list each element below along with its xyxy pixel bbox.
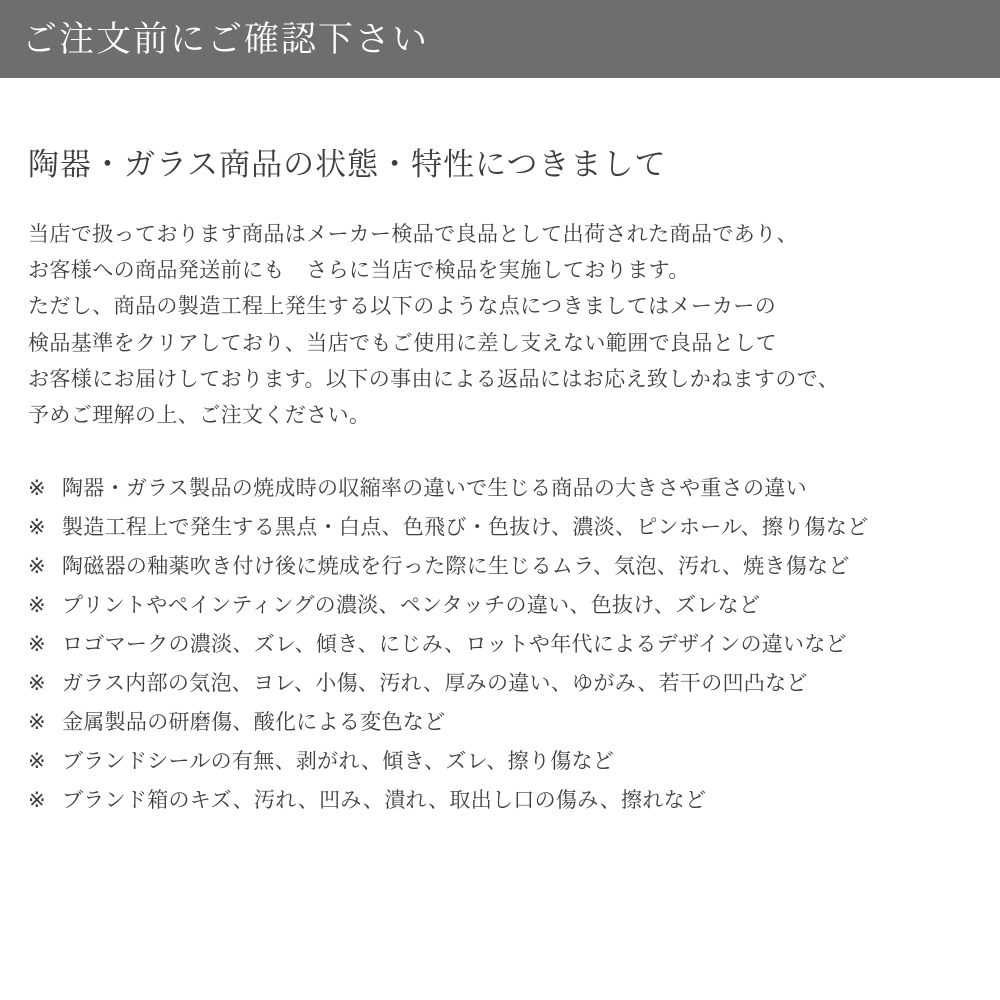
paragraph-line: ただし、商品の製造工程上発生する以下のような点につきましてはメーカーの — [28, 295, 777, 319]
section-heading: 陶器・ガラス商品の状態・特性につきまして — [28, 147, 667, 182]
list-item — [28, 790, 972, 811]
list-item — [28, 478, 972, 499]
note-mark-icon: ※ — [28, 749, 46, 773]
list-item-label: ガラス内部の気泡、ヨレ、小傷、汚れ、厚みの違い、ゆがみ、若干の凹凸など — [62, 671, 808, 695]
list-item-label: 製造工程上で発生する黒点・白点、色飛び・色抜け、濃淡、ピンホール、擦り傷など — [62, 515, 869, 539]
paragraph-line: 予めご理解の上、ご注文ください。 — [28, 403, 371, 427]
list-item — [28, 517, 972, 538]
paragraph-line: お客様にお届けしております。以下の事由による返品にはお応え致しかねますので、 — [28, 367, 840, 391]
note-mark-icon: ※ — [28, 788, 46, 812]
page-header-band — [0, 0, 1000, 78]
note-mark-icon: ※ — [28, 710, 46, 734]
list-item — [28, 751, 972, 772]
note-mark-icon: ※ — [28, 515, 46, 539]
list-item — [28, 712, 972, 733]
list-item-label: 陶器・ガラス製品の焼成時の収縮率の違いで生じる商品の大きさや重さの違い — [62, 476, 807, 500]
paragraph-line: 検品基準をクリアしており、当店でもご使用に差し支えない範囲で良品として — [28, 331, 777, 355]
notes-list — [28, 478, 972, 811]
list-item — [28, 556, 972, 577]
notice-content — [0, 78, 1000, 829]
list-item-label: ロゴマークの濃淡、ズレ、傾き、にじみ、ロットや年代によるデザインの違いなど — [62, 632, 847, 656]
intro-paragraph — [28, 217, 972, 434]
note-mark-icon: ※ — [28, 632, 46, 656]
list-item-label: 陶磁器の釉薬吹き付け後に焼成を行った際に生じるムラ、気泡、汚れ、焼き傷など — [62, 554, 850, 578]
paragraph-line: お客様への商品発送前にも さらに当店で検品を実施しております。 — [28, 259, 690, 283]
list-item — [28, 595, 972, 616]
list-item-label: 金属製品の研磨傷、酸化による変色など — [62, 710, 446, 734]
list-item — [28, 634, 972, 655]
note-mark-icon: ※ — [28, 476, 46, 500]
page-title: ご注文前にご確認下さい — [22, 19, 430, 59]
note-mark-icon: ※ — [28, 554, 46, 578]
paragraph-line: 当店で扱っております商品はメーカー検品で良品として出荷された商品であり、 — [28, 223, 798, 247]
list-item-label: ブランドシールの有無、剥がれ、傾き、ズレ、擦り傷など — [62, 749, 615, 773]
list-item-label: プリントやペインティングの濃淡、ペンタッチの違い、色抜け、ズレなど — [62, 593, 761, 617]
list-item — [28, 673, 972, 694]
note-mark-icon: ※ — [28, 593, 46, 617]
list-item-label: ブランド箱のキズ、汚れ、凹み、潰れ、取出し口の傷み、擦れなど — [62, 788, 707, 812]
note-mark-icon: ※ — [28, 671, 46, 695]
